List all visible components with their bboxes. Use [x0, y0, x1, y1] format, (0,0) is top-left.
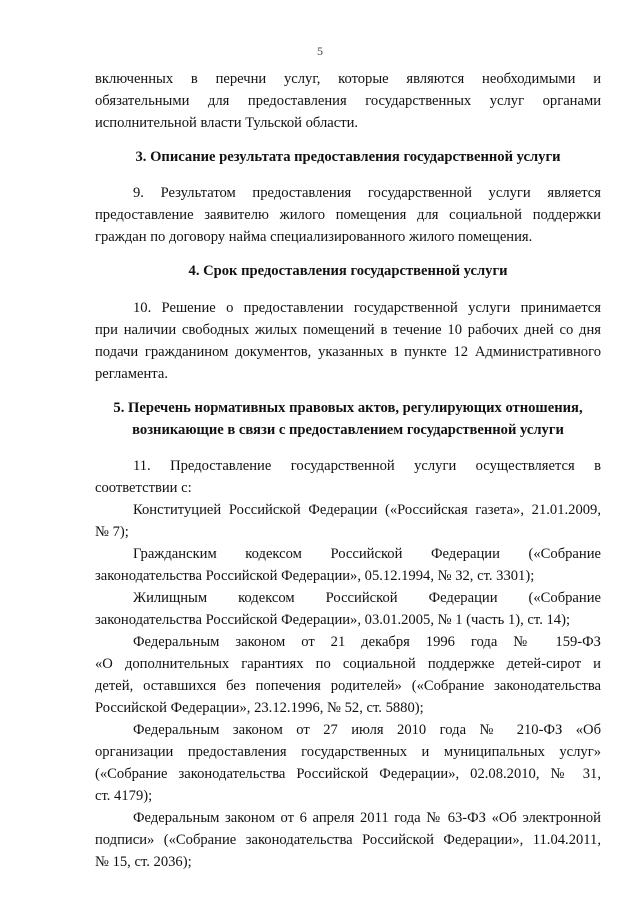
- text-line: ст. 4179);: [95, 788, 153, 804]
- text-line: Гражданским кодексом Российской Федерации («Собрание: [133, 546, 601, 562]
- section-4-heading: [95, 260, 601, 282]
- text-line: Конституцией Российской Федерации («Российская газета», 21.01.2009,: [133, 502, 601, 518]
- text-line: «О дополнительных гарантиях по социальной поддержке детей-сирот и: [95, 656, 601, 672]
- text-line: законодательства Российской Федерации», 03.01.2005, № 1 (часть 1), ст. 14);: [95, 612, 570, 628]
- text-line: № 15, ст. 2036);: [95, 854, 192, 870]
- text-line: Федеральным законом от 6 апреля 2011 года № 63-ФЗ «Об электронной: [133, 810, 601, 826]
- text-line: организации предоставления государственных и муниципальных услуг»: [95, 744, 601, 760]
- text-line: детей, оставшихся без попечения родителей» («Собрание законодательства: [95, 678, 601, 694]
- text-line: Федеральным законом от 21 декабря 1996 года № 159-ФЗ: [133, 634, 601, 650]
- section-heading: 3. Описание результата предоставления государственной услуги: [135, 149, 561, 165]
- text-line: законодательства Российской Федерации», 05.12.1994, № 32, ст. 3301);: [95, 568, 535, 584]
- section-5-heading: [95, 397, 601, 441]
- text-line: обязательными для предоставления государственных услуг органами: [95, 93, 601, 109]
- text-line: предоставление заявителю жилого помещения для социальной поддержки: [95, 207, 601, 223]
- text-line: Федеральным законом от 27 июля 2010 года № 210-ФЗ «Об: [133, 722, 601, 738]
- text-line: исполнительной власти Тульской области.: [95, 115, 359, 131]
- text-line: («Собрание законодательства Российской Федерации», 02.08.2010, № 31,: [95, 766, 601, 782]
- text-line: граждан по договору найма специализированного жилого помещения.: [95, 229, 533, 245]
- text-line: соответствии с:: [95, 480, 192, 496]
- section-3-heading: [95, 146, 601, 168]
- text-line: 10. Решение о предоставлении государственной услуги принимается: [133, 300, 601, 316]
- section-heading: возникающие в связи с предоставлением государственной услуги: [132, 422, 564, 438]
- text-line: подписи» («Собрание законодательства Российской Федерации», 11.04.2011,: [95, 832, 601, 848]
- text-line: регламента.: [95, 366, 168, 382]
- text-line: подачи гражданином документов, указанных в пункте 12 Административного: [95, 344, 601, 360]
- text-line: Жилищным кодексом Российской Федерации («Собрание: [133, 590, 601, 606]
- text-line: включенных в перечни услуг, которые являются необходимыми и: [95, 71, 601, 87]
- intro-paragraph: [95, 68, 601, 134]
- section-3-body: [95, 182, 601, 248]
- page-number: 5: [317, 44, 323, 58]
- section-heading: 4. Срок предоставления государственной услуги: [188, 263, 508, 279]
- text-line: 11. Предоставление государственной услуги осуществляется в: [133, 458, 601, 474]
- text-line: при наличии свободных жилых помещений в течение 10 рабочих дней со дня: [95, 322, 601, 338]
- section-heading: 5. Перечень нормативных правовых актов, регулирующих отношения,: [113, 400, 583, 416]
- section-4-body: [95, 297, 601, 385]
- text-line: Российской Федерации», 23.12.1996, № 52, ст. 5880);: [95, 700, 424, 716]
- text-line: 9. Результатом предоставления государственной услуги является: [133, 185, 601, 201]
- text-line: № 7);: [95, 524, 129, 540]
- section-5-body: [95, 455, 601, 873]
